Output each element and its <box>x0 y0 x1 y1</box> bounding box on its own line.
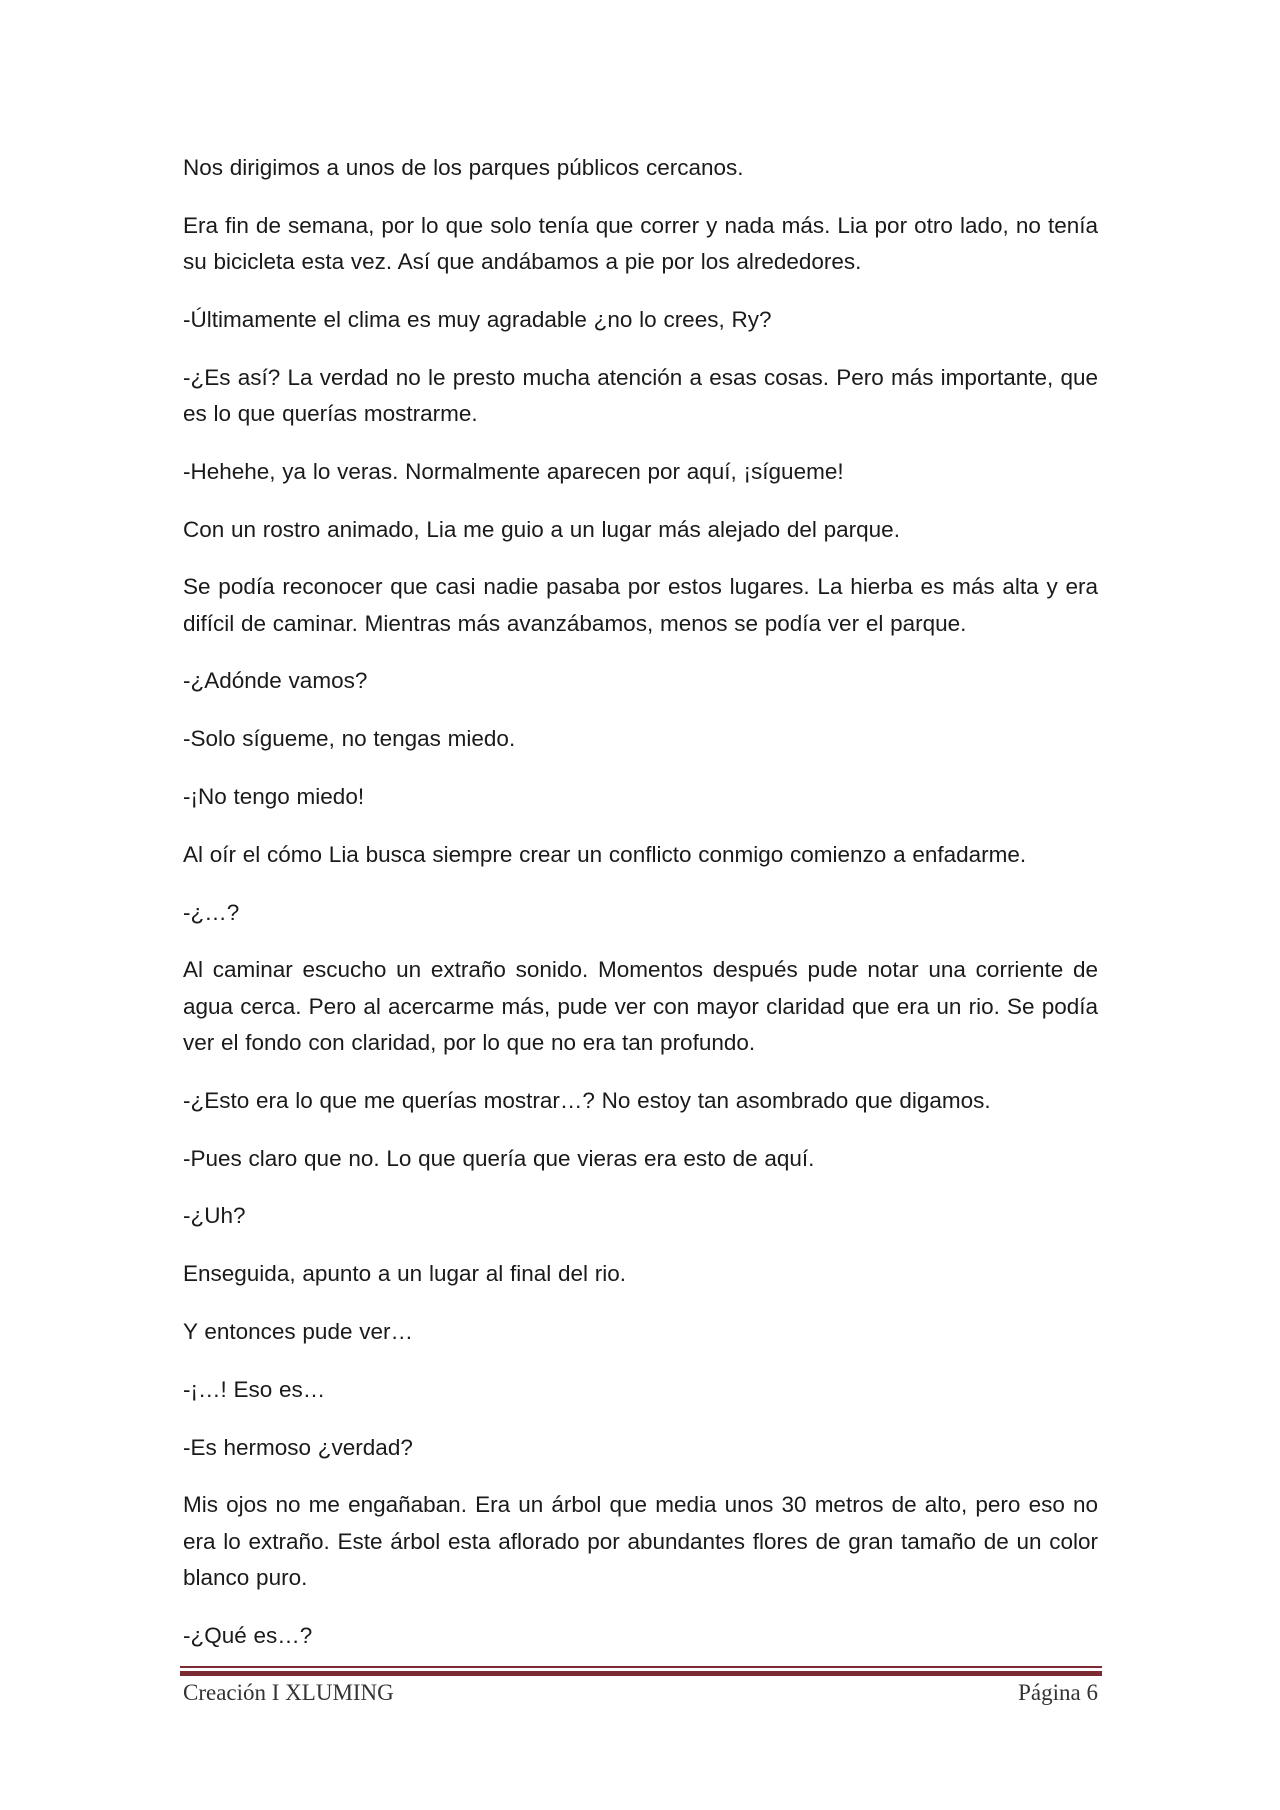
paragraph: -Últimamente el clima es muy agradable ¿no lo crees, Ry? <box>183 306 772 332</box>
paragraph: Se podía reconocer que casi nadie pasaba por estos lugares. La hierba es más alta y era difícil de caminar. Mientras más avanzábamos, menos se podía ver el parque. <box>183 574 1098 636</box>
footer-rule-thick <box>180 1671 1102 1676</box>
paragraph: -¿…? <box>183 899 240 925</box>
paragraph: Mis ojos no me engañaban. Era un árbol que media unos 30 metros de alto, pero eso no era lo extraño. Este árbol esta aflorado por abundantes flores de gran tamaño de un color blanco puro. <box>183 1492 1098 1591</box>
paragraph: Era fin de semana, por lo que solo tenía que correr y nada más. Lia por otro lado, no tenía su bicicleta esta vez. Así que andábamos a pie por los alrededores. <box>183 212 1098 275</box>
paragraph: -¡No tengo miedo! <box>183 784 365 810</box>
paragraph: Al caminar escucho un extraño sonido. Momentos después pude notar una corriente de agua cerca. Pero al acercarme más, pude ver con mayor claridad que era un rio. Se podía ver el fondo con claridad, por lo que no era tan profundo. <box>183 957 1098 1056</box>
footer-divider <box>180 1666 1102 1676</box>
paragraph: Nos dirigimos a unos de los parques públicos cercanos. <box>183 155 744 180</box>
body-text <box>183 150 1098 1676</box>
paragraph: Enseguida, apunto a un lugar al final del rio. <box>183 1261 627 1287</box>
footer-rule-thin <box>180 1666 1102 1668</box>
paragraph: Al oír el cómo Lia busca siempre crear un conflicto conmigo comienzo a enfadarme. <box>183 841 1027 867</box>
paragraph: -¿Qué es…? <box>183 1622 313 1648</box>
footer-credit: Creación I XLUMING <box>183 1680 394 1705</box>
paragraph: -¿Es así? La verdad no le presto mucha atención a esas cosas. Pero más importante, que es lo que querías mostrarme. <box>183 364 1098 426</box>
paragraph: -Es hermoso ¿verdad? <box>183 1434 413 1460</box>
paragraph: -Hehehe, ya lo veras. Normalmente aparecen por aquí, ¡sígueme! <box>183 458 844 484</box>
page-number: Página 6 <box>1018 1680 1098 1705</box>
paragraph: -¿Adónde vamos? <box>183 668 368 694</box>
paragraph: Y entonces pude ver… <box>183 1319 413 1345</box>
paragraph: -¿Uh? <box>183 1203 246 1229</box>
paragraph: Con un rostro animado, Lia me guio a un lugar más alejado del parque. <box>183 516 900 542</box>
paragraph: -Solo sígueme, no tengas miedo. <box>183 726 516 752</box>
paragraph: -Pues claro que no. Lo que quería que vieras era esto de aquí. <box>183 1145 815 1171</box>
paragraph: -¿Esto era lo que me querías mostrar…? No estoy tan asombrado que digamos. <box>183 1087 991 1113</box>
paragraph: -¡…! Eso es… <box>183 1376 326 1402</box>
